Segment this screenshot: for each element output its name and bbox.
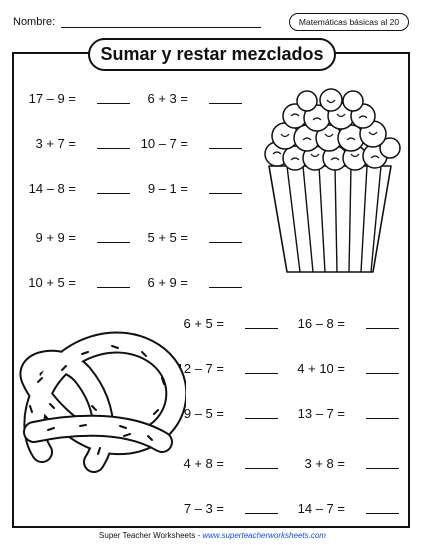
problem [10,134,130,154]
answer-blank[interactable] [245,328,278,329]
problem [122,179,242,199]
problem-expression: 6 + 9 = [147,275,188,290]
problem [122,273,242,293]
answer-blank[interactable] [209,193,242,194]
name-line[interactable] [61,27,261,28]
answer-blank[interactable] [245,373,278,374]
pretzel-icon [2,322,186,480]
answer-blank[interactable] [209,148,242,149]
problem [158,499,278,519]
problem [122,228,242,248]
answer-blank[interactable] [366,328,399,329]
page-title: Sumar y restar mezclados [88,38,336,71]
problem-expression: 7 – 3 = [183,501,224,516]
answer-blank[interactable] [209,242,242,243]
answer-blank[interactable] [366,418,399,419]
name-label: Nombre: [13,16,56,28]
problem [122,134,242,154]
problem-expression: 12 – 7 = [176,361,224,376]
problem-expression: 4 + 8 = [183,456,224,471]
problem-expression: 9 – 1 = [147,181,188,196]
answer-blank[interactable] [245,513,278,514]
problem [279,359,399,379]
problem [279,499,399,519]
problem-expression: 3 + 7 = [35,136,76,151]
name-field [13,13,263,31]
problem [10,228,130,248]
answer-blank[interactable] [209,103,242,104]
problem-expression: 3 + 8 = [304,456,345,471]
answer-blank[interactable] [366,468,399,469]
problem-expression: 9 + 9 = [35,230,76,245]
problem [10,89,130,109]
footer-brand: Super Teacher Worksheets - [99,531,203,540]
problem-expression: 10 – 7 = [140,136,188,151]
problem-expression: 6 + 5 = [183,316,224,331]
problem [10,179,130,199]
problem-expression: 4 + 10 = [297,361,345,376]
problem-expression: 9 – 5 = [183,406,224,421]
answer-blank[interactable] [245,418,278,419]
problem [10,273,130,293]
level-badge: Matemáticas básicas al 20 [289,13,409,31]
problem-expression: 6 + 3 = [147,91,188,106]
footer-link[interactable]: www.superteacherworksheets.com [202,531,326,540]
answer-blank[interactable] [366,513,399,514]
answer-blank[interactable] [209,287,242,288]
problem [122,89,242,109]
problem-expression: 13 – 7 = [297,406,345,421]
problem [279,454,399,474]
footer [0,531,425,540]
problem-expression: 14 – 7 = [297,501,345,516]
answer-blank[interactable] [366,373,399,374]
problem-expression: 14 – 8 = [28,181,76,196]
problem-expression: 5 + 5 = [147,230,188,245]
problem-expression: 17 – 9 = [28,91,76,106]
popcorn-bucket-icon [255,88,405,278]
answer-blank[interactable] [245,468,278,469]
problem [279,314,399,334]
problem-expression: 10 + 5 = [28,275,76,290]
problem [279,404,399,424]
problem-expression: 16 – 8 = [297,316,345,331]
